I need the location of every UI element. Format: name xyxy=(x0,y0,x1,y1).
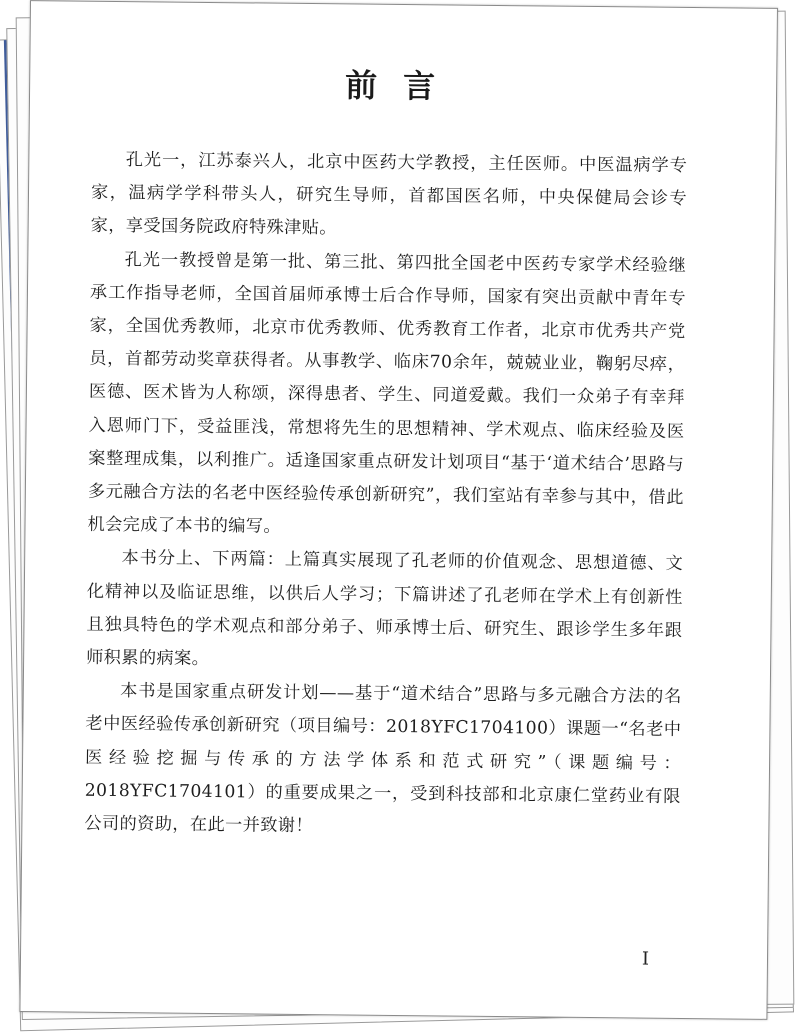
page-title: 前言 xyxy=(344,66,462,106)
page-number: I xyxy=(641,948,650,970)
paragraph-4: 本书是国家重点研发计划——基于“道术结合”思路与多元融合方法的名老中医经验传承创新研究（项目编号：2018YFC1704100）课题一“名老中医经验挖掘与传承的方法学体系和范式研究”（课题编号：2018YFC1704101）的重要成果之一，受到科技部和北京康仁堂药业有限公司的资助，在此一并致谢！ xyxy=(84,681,682,837)
preface-page xyxy=(19,0,778,1020)
paragraph-1: 孔光一，江苏泰兴人，北京中医药大学教授，主任医师。中医温病学专家，温病学学科带头人，研究生导师，首都国医名师，中央保健局会诊专家，享受国务院政府特殊津贴。 xyxy=(90,150,688,239)
preface-body xyxy=(84,144,687,847)
paragraph-2: 孔光一教授曾是第一批、第三批、第四批全国老中医药专家学术经验继承工作指导老师，全国首届师承博士后合作导师，国家有突出贡献中青年专家，全国优秀教师，北京市优秀教师、优秀教育工作者，北京市优秀共产党员，首都劳动奖章获得者。从事教学、临床70余年，兢兢业业，鞠躬尽瘁，医德、医术皆为人称颂，深得患者、学生、同道爱戴。我们一众弟子有幸拜入恩师门下，受益匪浅，常想将先生的思想精神、学术观点、临床经验及医案整理成集，以利推广。适逢国家重点研发计划项目“基于‘道术结合’思路与多元融合方法的名老中医经验传承创新研究”，我们室站有幸参与其中，借此机会完成了本书的编写。 xyxy=(87,249,687,537)
paragraph-3: 本书分上、下两篇：上篇真实展现了孔老师的价值观念、思想道德、文化精神以及临证思维，以供后人学习；下篇讲述了孔老师在学术上有创新性且独具特色的学术观点和部分弟子、师承博士后、研究生、跟诊学生多年跟师积累的病案。 xyxy=(86,548,684,670)
